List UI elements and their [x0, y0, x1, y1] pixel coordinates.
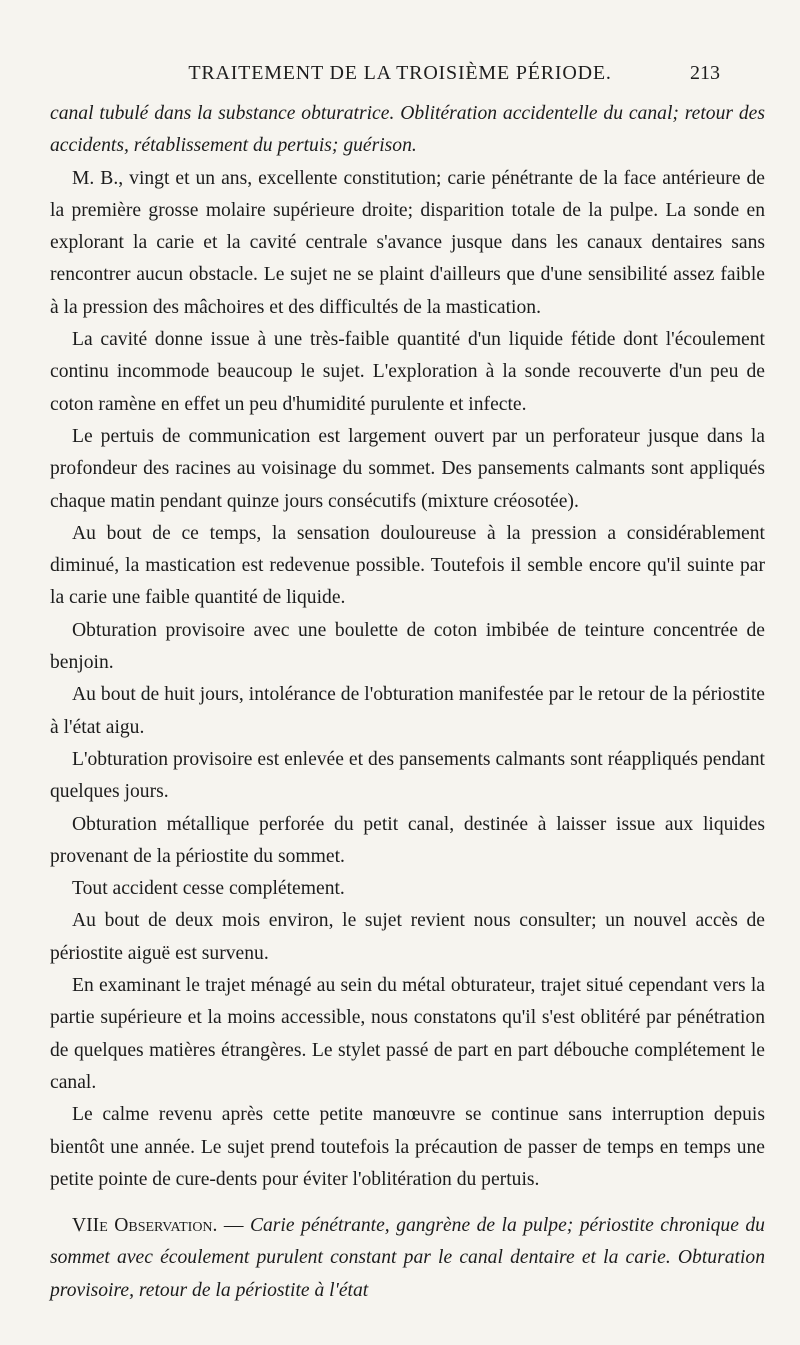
- page-header: [0, 62, 800, 92]
- paragraph: Tout accident cesse complétement.: [72, 878, 345, 900]
- observation-heading: [50, 1210, 765, 1307]
- case-summary-continued: canal tubulé dans la substance obturatrice. Oblitération accidentelle du canal; retour des accidents, rétablissement du pertuis; guérison.: [50, 103, 765, 157]
- paragraph: Obturation métallique perforée du petit canal, destinée à laisser issue aux liquides provenant de la périostite du sommet.: [50, 813, 765, 867]
- paragraph: Au bout de ce temps, la sensation douloureuse à la pression a considérablement diminué, la mastication est redevenue possible. Toutefois il semble encore qu'il suinte par la carie une faible quantité de liquide.: [50, 522, 765, 609]
- paragraph: M. B., vingt et un ans, excellente constitution; carie pénétrante de la face antérieure de la première grosse molaire supérieure droite; disparition totale de la pulpe. La sonde en explorant la carie et la cavité centrale s'avance jusque dans les canaux dentaires sans rencontrer aucun obstacle. Le sujet ne se plaint d'ailleurs que d'une sensibilité assez faible à la pression des mâchoires et des difficultés de la mastication.: [50, 167, 765, 318]
- paragraph: Le calme revenu après cette petite manœuvre se continue sans interruption depuis bientôt une année. Le sujet prend toutefois la précaution de passer de temps en temps une petite pointe de cure-dents pour éviter l'oblitération du pertuis.: [50, 1104, 765, 1190]
- paragraph: L'obturation provisoire est enlevée et des pansements calmants sont réappliqués pendant quelques jours.: [50, 748, 765, 803]
- observation-title: Carie pénétrante, gangrène de la pulpe; périostite chronique du sommet avec écoulement purulent constant par le canal dentaire et la carie. Obturation provisoire, retour de la périostite à l'état: [50, 1215, 765, 1301]
- observation-label: VIIe Observation. —: [72, 1215, 244, 1237]
- running-head: TRAITEMENT DE LA TROISIÈME PÉRIODE.: [188, 62, 612, 84]
- paragraph: La cavité donne issue à une très-faible quantité d'un liquide fétide dont l'écoulement continu incommode beaucoup le sujet. L'exploration à la sonde recouverte d'un peu de coton ramène en effet un peu d'humidité purulente et infecte.: [50, 329, 765, 415]
- paragraph: Au bout de deux mois environ, le sujet revient nous consulter; un nouvel accès de périostite aiguë est survenu.: [50, 910, 765, 964]
- body-text: [50, 98, 765, 1307]
- paragraph: Obturation provisoire avec une boulette de coton imbibée de teinture concentrée de benjoin.: [50, 619, 765, 674]
- page-number: 213: [690, 62, 720, 84]
- paragraph: Au bout de huit jours, intolérance de l'obturation manifestée par le retour de la périostite à l'état aigu.: [50, 684, 765, 738]
- paragraph: En examinant le trajet ménagé au sein du métal obturateur, trajet situé cependant vers la partie supérieure et la moins accessible, nous constatons qu'il s'est oblitéré par pénétration de quelques matières étrangères. Le stylet passé de part en part débouche complétement le canal.: [50, 975, 765, 1093]
- paragraph: Le pertuis de communication est largement ouvert par un perforateur jusque dans la profondeur des racines au voisinage du sommet. Des pansements calmants sont appliqués chaque matin pendant quinze jours consécutifs (mixture créosotée).: [50, 425, 765, 512]
